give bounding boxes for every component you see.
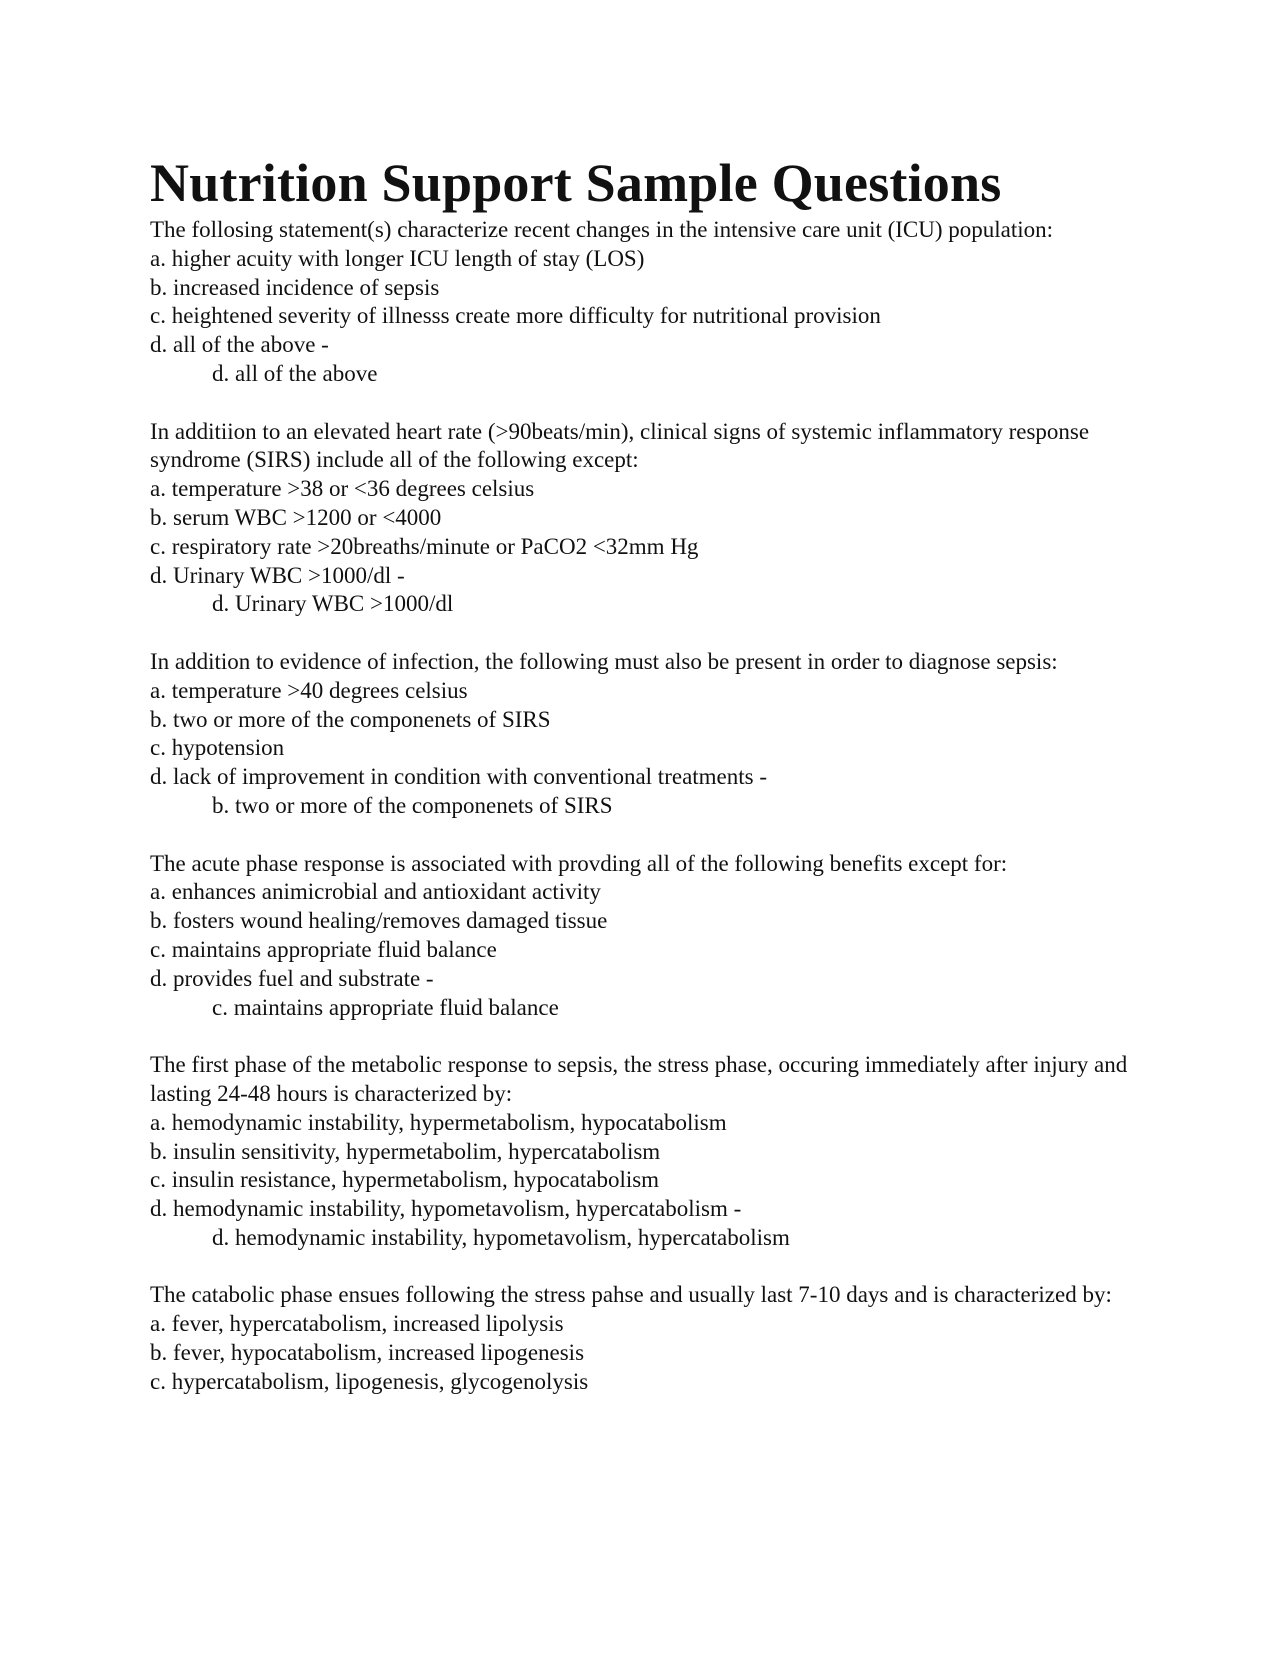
question-1 — [150, 216, 1150, 389]
question-2 — [150, 418, 1150, 620]
question-6 — [150, 1281, 1150, 1396]
option-d: d. provides fuel and substrate - — [150, 965, 434, 991]
option-d: d. all of the above - — [150, 332, 329, 358]
question-stem: The follosing statement(s) characterize recent changes in the intensive care unit (ICU) population: — [150, 217, 1054, 242]
option-a: a. higher acuity with longer ICU length of stay (LOS) — [150, 245, 645, 271]
option-c: c. respiratory rate >20breaths/minute or PaCO2 <32mm Hg — [150, 533, 699, 559]
option-a: a. hemodynamic instability, hypermetabolism, hypocatabolism — [150, 1109, 727, 1135]
document-page — [150, 150, 1150, 1397]
question-4 — [150, 850, 1150, 1023]
option-c: c. maintains appropriate fluid balance — [150, 936, 497, 962]
answer-line: d. all of the above — [212, 360, 378, 386]
option-c: c. hypotension — [150, 735, 285, 761]
question-stem: The first phase of the metabolic response to sepsis, the stress phase, occuring immediately after injury and lasting 24-48 hours is characterized by: — [150, 1052, 1128, 1106]
option-d: d. hemodynamic instability, hypometavolism, hypercatabolism - — [150, 1196, 742, 1222]
option-d: d. Urinary WBC >1000/dl - — [150, 562, 405, 588]
option-b: b. increased incidence of sepsis — [150, 274, 440, 300]
answer-line: d. Urinary WBC >1000/dl — [212, 591, 454, 617]
option-c: c. hypercatabolism, lipogenesis, glycogenolysis — [150, 1368, 589, 1394]
question-5 — [150, 1051, 1150, 1253]
question-3 — [150, 648, 1150, 821]
option-b: b. fosters wound healing/removes damaged tissue — [150, 908, 608, 934]
answer-line: d. hemodynamic instability, hypometavolism, hypercatabolism — [212, 1224, 790, 1250]
option-b: b. serum WBC >1200 or <4000 — [150, 504, 442, 530]
option-b: b. two or more of the componenets of SIRS — [150, 706, 551, 732]
option-a: a. temperature >40 degrees celsius — [150, 677, 468, 703]
question-stem: The catabolic phase ensues following the stress pahse and usually last 7-10 days and is characterized by: — [150, 1282, 1112, 1308]
option-b: b. insulin sensitivity, hypermetabolim, hypercatabolism — [150, 1138, 661, 1164]
option-d: d. lack of improvement in condition with conventional treatments - — [150, 764, 768, 790]
question-stem: In additiion to an elevated heart rate (>90beats/min), clinical signs of systemic inflammatory response syndrome (SIRS) include all of the following except: — [150, 418, 1090, 473]
document-title: Nutrition Support Sample Questions — [150, 153, 1002, 213]
answer-line: b. two or more of the componenets of SIRS — [212, 792, 613, 818]
option-b: b. fever, hypocatabolism, increased lipogenesis — [150, 1340, 585, 1366]
option-c: c. heightened severity of illnesss create more difficulty for nutritional provision — [150, 303, 881, 329]
question-stem: The acute phase response is associated with provding all of the following benefits except for: — [150, 850, 1008, 876]
option-a: a. temperature >38 or <36 degrees celsius — [150, 476, 535, 502]
option-a: a. enhances animicrobial and antioxidant activity — [150, 879, 601, 905]
option-c: c. insulin resistance, hypermetabolism, hypocatabolism — [150, 1167, 660, 1193]
option-a: a. fever, hypercatabolism, increased lipolysis — [150, 1311, 564, 1337]
question-stem: In addition to evidence of infection, the following must also be present in order to diagnose sepsis: — [150, 648, 1058, 674]
answer-line: c. maintains appropriate fluid balance — [212, 994, 559, 1020]
